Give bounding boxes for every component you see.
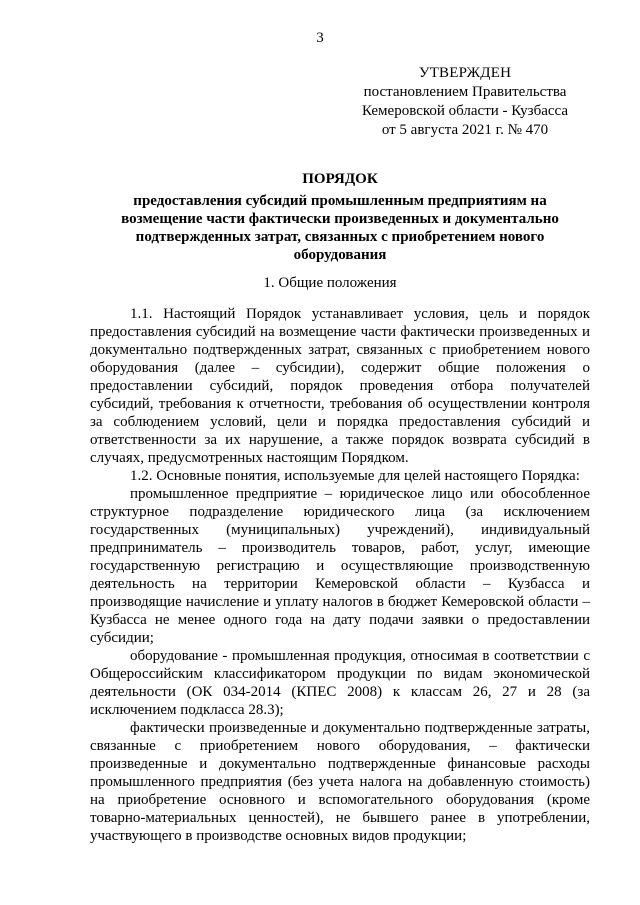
body-text (90, 305, 590, 845)
document-title (100, 170, 580, 264)
approval-line-1: постановлением Правительства (363, 84, 567, 100)
section-heading: 1. Общие положения (263, 275, 397, 291)
page-number: 3 (316, 30, 324, 46)
approval-stamp (340, 64, 590, 140)
document-subtitle: предоставления субсидий промышленным предприятиям на возмещение части фактически произведенных и документально подтвержденных затрат, связанных с приобретением нового оборудования (121, 193, 559, 263)
paragraph-1-2: 1.2. Основные понятия, используемые для целей настоящего Порядка: (130, 468, 580, 484)
approval-title: УТВЕРЖДЕН (418, 65, 512, 81)
approval-line-2: Кемеровской области - Кузбасса (361, 103, 569, 119)
document-heading: ПОРЯДОК (302, 171, 378, 187)
definition-costs: фактически произведенные и документально подтвержденные затраты, связанные с приобретением нового оборудования, – фактически произведенные и документально подтвержденные финансовые расходы промышленного предприятия (без учета налога на добавленную стоимость) на приобретение основного и вспомогательного оборудования (кроме товарно-материальных ценностей), не бывшего ранее в употреблении, участвующего в производстве основных видов продукции; (90, 720, 590, 844)
definition-equipment: оборудование - промышленная продукция, относимая в соответствии с Общероссийским классификатором продукции по видам экономической деятельности (ОК 034-2014 (КПЕС 2008) к классам 26, 27 и 28 (за исключением подкласса 28.3); (90, 648, 590, 718)
approval-line-3: от 5 августа 2021 г. № 470 (381, 122, 549, 138)
definition-industrial-enterprise: промышленное предприятие – юридическое лицо или обособленное структурное подразделение юридического лица (за исключением государственных (муниципальных) учреждений), индивидуальный предприниматель – производитель товаров, работ, услуг, имеющие государственную регистрацию и осуществляющие производственную деятельность на территории Кемеровской области – Кузбасса и производящие начисление и уплату налогов в бюджет Кемеровской области – Кузбасса не менее одного года на дату подачи заявки о предоставлении субсидии; (90, 486, 590, 646)
paragraph-1-1: 1.1. Настоящий Порядок устанавливает условия, цель и порядок предоставления субсидий на возмещение части фактически произведенных и документально подтвержденных затрат, связанных с приобретением нового оборудования (далее – субсидии), содержит общие положения о предоставлении субсидий, порядок проведения отбора получателей субсидий, требования к отчетности, требования об осуществлении контроля за соблюдением условий, цели и порядка предоставления субсидий и ответственности за их нарушение, а также порядок возврата субсидий в случаях, предусмотренных настоящим Порядком. (90, 306, 590, 466)
